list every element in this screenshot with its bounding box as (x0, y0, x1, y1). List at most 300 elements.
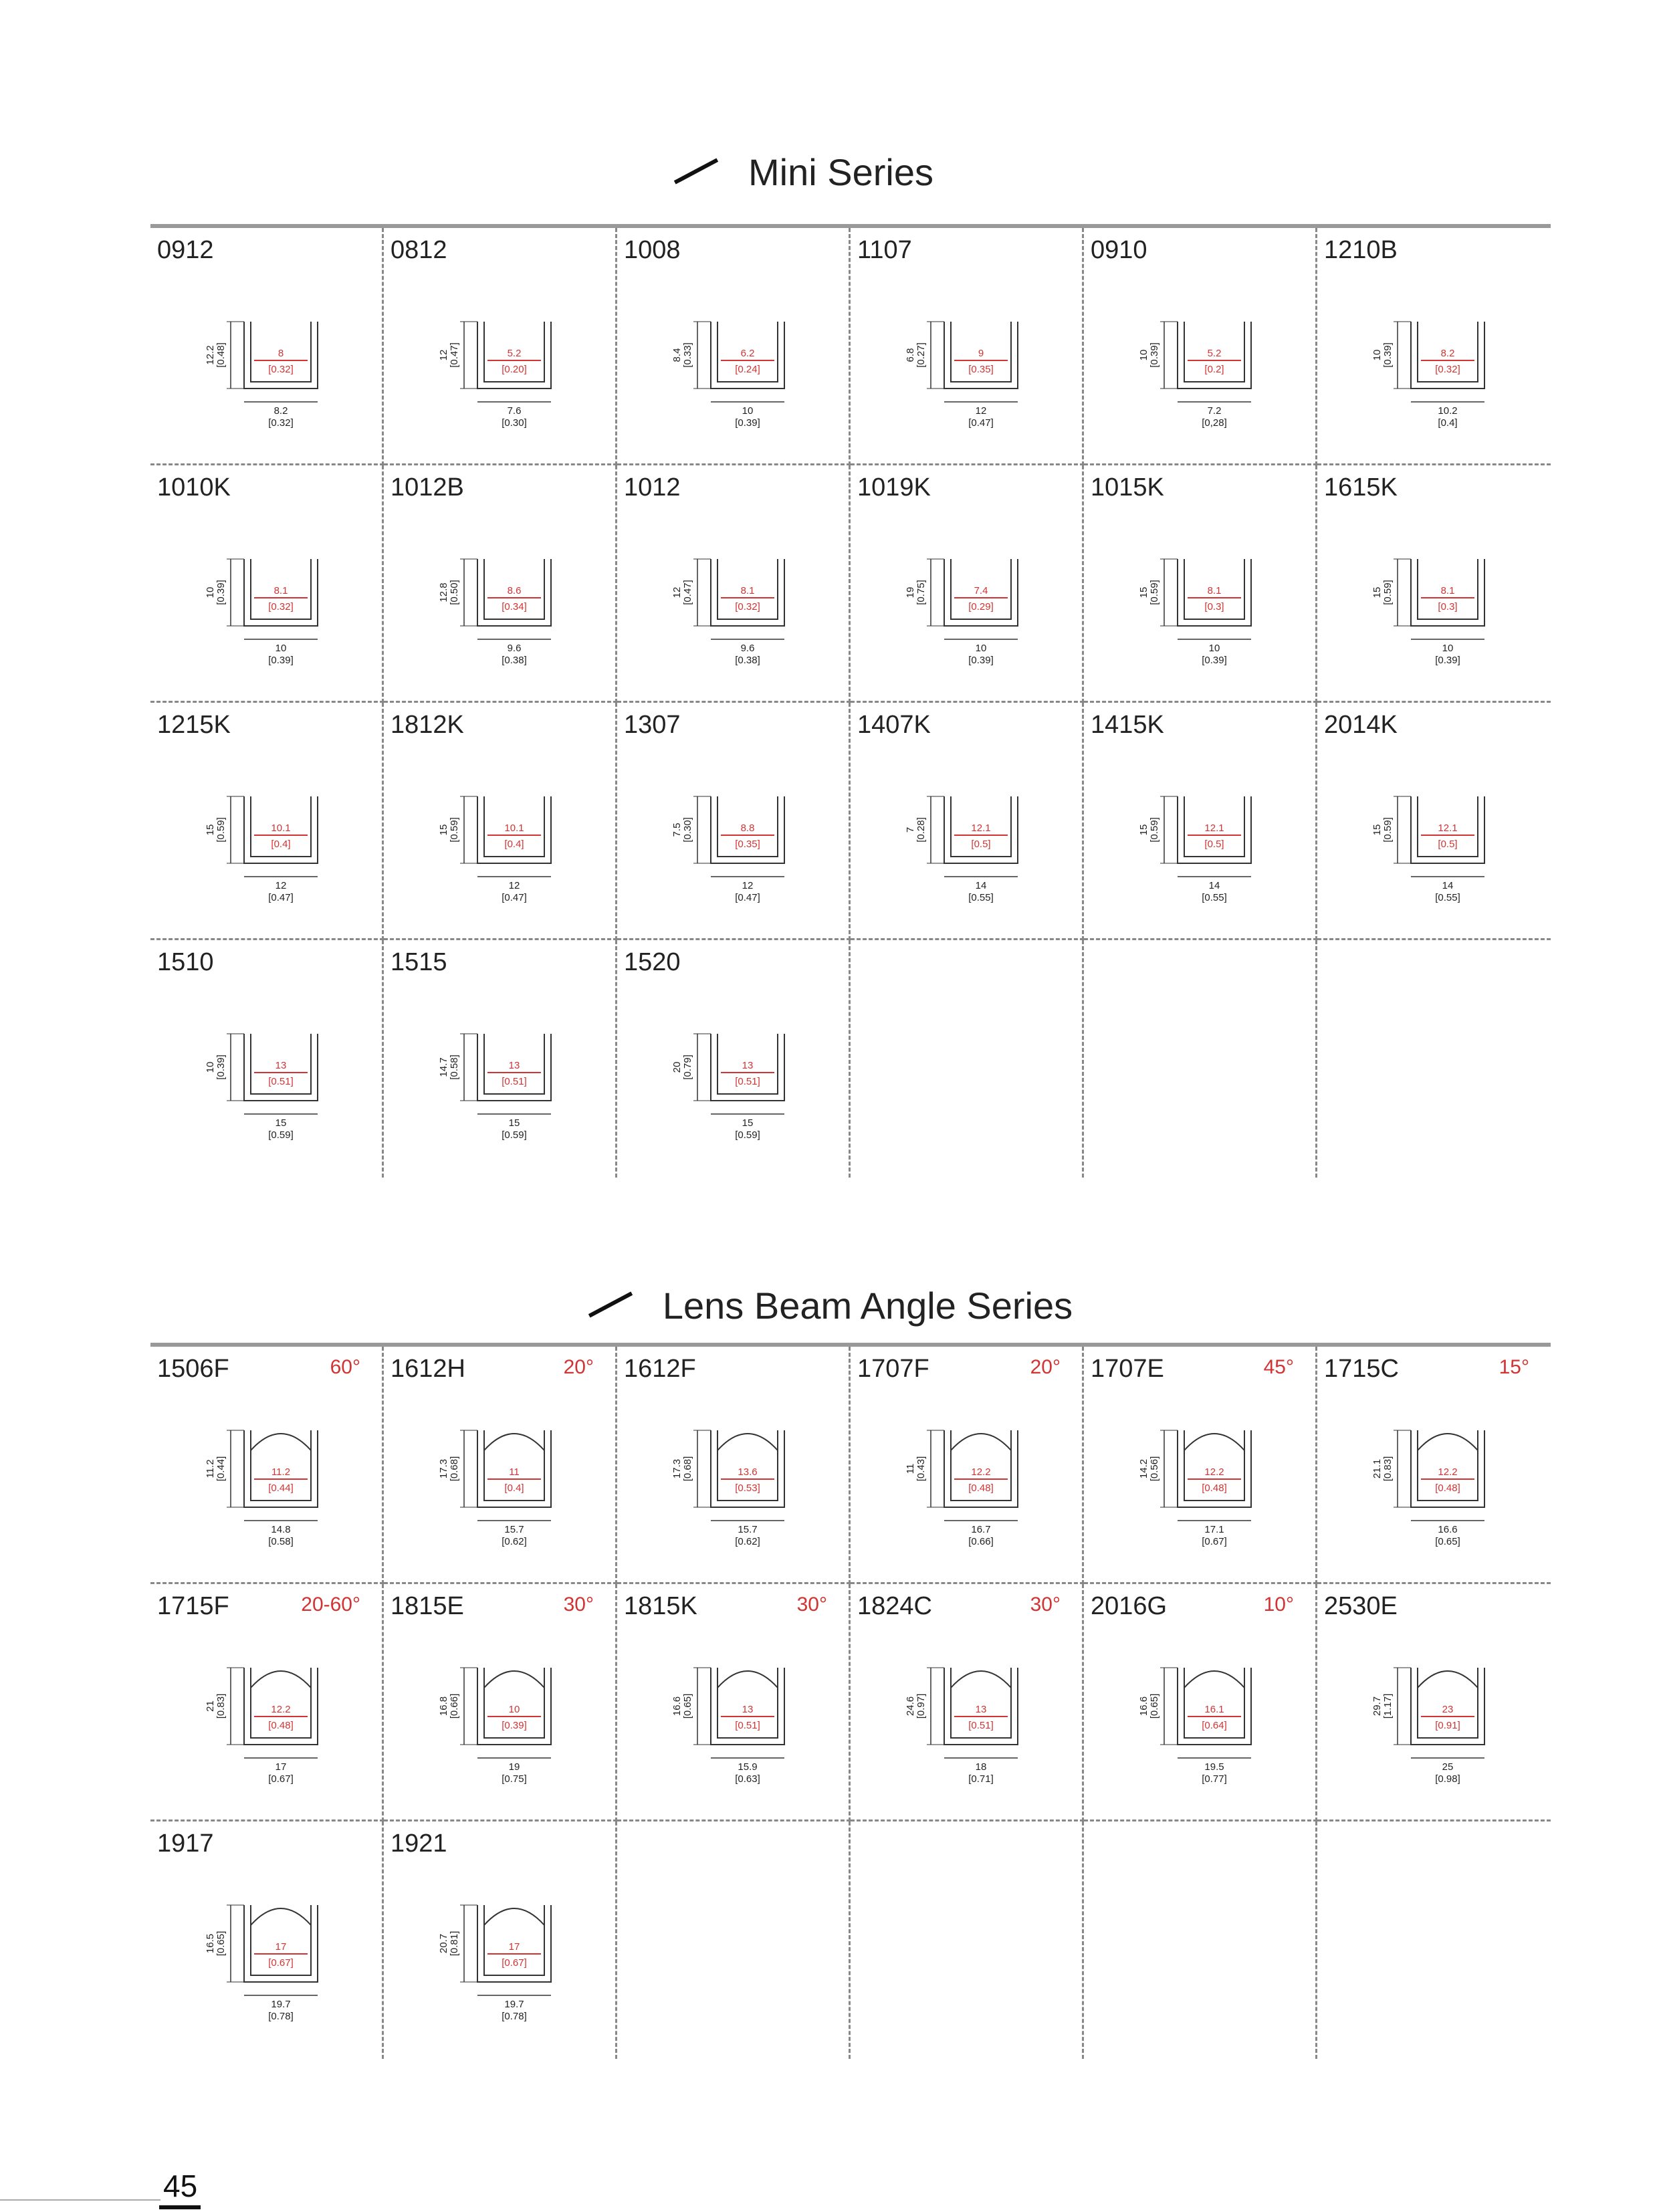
beam-angle: 30° (1030, 1593, 1061, 1616)
height-inch-value: [0.59] (1149, 817, 1160, 843)
width-inch-value: [0.67] (268, 1773, 294, 1785)
profile-cell (617, 1584, 851, 1821)
height-inch-value: [0.47] (682, 580, 693, 605)
profile-svg (1364, 1631, 1511, 1791)
height-inch-value: [0.39] (215, 1055, 227, 1080)
profile-cell (1317, 465, 1551, 703)
lens-dome (951, 1671, 1011, 1688)
inner-width-inch-value: [0.24] (735, 364, 760, 375)
inner-width-inch-value: [0.32] (735, 601, 760, 613)
profile-svg (197, 512, 344, 673)
inner-width-inch-value: [0.53] (735, 1482, 760, 1494)
width-inch-value: [0.39] (735, 417, 760, 429)
height-inch-value: [0.59] (449, 817, 460, 843)
lens-dome (1418, 1671, 1478, 1688)
profile-code: 1210B (1324, 236, 1398, 264)
height-inch-value: [0.65] (215, 1930, 227, 1957)
width-value: 16.7 (971, 1524, 991, 1535)
empty-cell (617, 1821, 851, 2059)
width-inch-value: [0,28] (1202, 417, 1227, 429)
profile-svg (431, 512, 578, 673)
profile-drawing (1131, 750, 1278, 910)
width-inch-value: [0.47] (735, 892, 760, 903)
height-value: 15 (1138, 586, 1149, 598)
height-inch-value: [0.33] (682, 342, 693, 368)
profile-cell (384, 1821, 617, 2059)
profile-svg (664, 750, 811, 910)
profile-code: 0910 (1091, 236, 1147, 264)
inner-width-inch-value: [0.44] (268, 1482, 294, 1494)
width-inch-value: [0.71] (968, 1773, 994, 1785)
beam-angle: 20-60° (301, 1593, 360, 1616)
profile-cell (150, 703, 384, 940)
inner-width-value: 12.2 (1204, 1466, 1224, 1478)
height-value: 7 (905, 826, 916, 833)
profile-cell (1317, 228, 1551, 465)
profile-drawing (897, 275, 1044, 435)
lens-series-title: Lens Beam Angle Series (662, 1285, 1073, 1327)
profile-code: 1010K (157, 473, 231, 502)
inner-width-value: 8.1 (1440, 585, 1455, 596)
profile-cell (1317, 1347, 1551, 1584)
empty-cell (1084, 1821, 1317, 2059)
height-value: 12.2 (205, 345, 216, 365)
inner-width-inch-value: [0.51] (502, 1076, 527, 1087)
inner-width-inch-value: [0.4] (271, 839, 291, 850)
width-value: 17.1 (1204, 1524, 1224, 1535)
inner-width-inch-value: [0.48] (1435, 1482, 1460, 1494)
inner-width-value: 12.2 (971, 1466, 991, 1478)
height-value: 17.3 (438, 1458, 449, 1479)
profile-drawing (1364, 512, 1511, 673)
profile-code: 1415K (1091, 711, 1164, 739)
profile-drawing (197, 1394, 344, 1554)
width-inch-value: [0.63] (735, 1773, 760, 1785)
profile-cell (617, 465, 851, 703)
profile-svg (1364, 1394, 1511, 1554)
inner-width-value: 12.2 (1438, 1466, 1458, 1478)
height-value: 19 (905, 586, 916, 598)
profile-drawing (197, 1631, 344, 1791)
profile-cell (150, 1584, 384, 1821)
height-inch-value: [0.75] (915, 580, 927, 605)
width-value: 19.5 (1204, 1761, 1224, 1773)
profile-code: 1715F (157, 1592, 229, 1620)
height-inch-value: [0.28] (915, 817, 927, 843)
width-value: 19.7 (271, 1999, 291, 2010)
inner-width-inch-value: [0.35] (968, 364, 994, 375)
profile-drawing (197, 1868, 344, 2029)
inner-width-inch-value: [0.48] (268, 1720, 294, 1731)
height-value: 14.7 (438, 1057, 449, 1077)
profile-code: 1407K (857, 711, 931, 739)
inner-width-inch-value: [0.3] (1438, 601, 1458, 613)
profile-cell (384, 1347, 617, 1584)
inner-width-value: 9 (978, 348, 984, 359)
width-value: 12 (508, 880, 520, 891)
profile-drawing (664, 1631, 811, 1791)
mini-series-title: Mini Series (748, 151, 933, 193)
height-value: 16.6 (1138, 1696, 1149, 1717)
profile-drawing (431, 1631, 578, 1791)
width-value: 15.7 (738, 1524, 758, 1535)
height-inch-value: [0.68] (682, 1456, 693, 1482)
height-inch-value: [0.97] (915, 1693, 927, 1719)
profile-svg (897, 275, 1044, 435)
profile-cell (384, 465, 617, 703)
height-value: 16.5 (205, 1933, 216, 1954)
inner-width-inch-value: [0.3] (1204, 601, 1224, 613)
page-number: 45 (163, 2169, 198, 2203)
profile-cell (1084, 465, 1317, 703)
profile-drawing (1131, 1631, 1278, 1791)
height-value: 12 (671, 586, 683, 598)
profile-cell (1084, 703, 1317, 940)
inner-width-value: 5.2 (1207, 348, 1222, 359)
width-inch-value: [0.59] (735, 1129, 760, 1141)
inner-width-inch-value: [0.5] (1204, 839, 1224, 850)
profile-drawing (431, 512, 578, 673)
profile-code: 1107 (857, 236, 912, 264)
inner-width-inch-value: [0.51] (735, 1720, 760, 1731)
profile-code: 1506F (157, 1355, 229, 1383)
height-value: 21 (205, 1700, 216, 1712)
empty-cell (1317, 1821, 1551, 2059)
width-inch-value: [0.62] (735, 1536, 760, 1547)
height-value: 7.5 (671, 822, 683, 837)
height-value: 15 (438, 824, 449, 836)
inner-width-value: 8.8 (740, 822, 755, 834)
height-inch-value: [0.79] (682, 1055, 693, 1080)
width-inch-value: [0.66] (968, 1536, 994, 1547)
width-inch-value: [0.4] (1438, 417, 1458, 429)
profile-drawing (1364, 750, 1511, 910)
height-value: 14.2 (1138, 1458, 1149, 1479)
height-inch-value: [1.17] (1382, 1693, 1394, 1719)
width-inch-value: [0.62] (502, 1536, 527, 1547)
profile-code: 1215K (157, 711, 231, 739)
width-value: 14.8 (271, 1524, 291, 1535)
height-value: 11.2 (205, 1459, 216, 1478)
lens-dome (484, 1671, 544, 1688)
inner-width-inch-value: [0.48] (968, 1482, 994, 1494)
profile-code: 2014K (1324, 711, 1398, 739)
width-value: 7.2 (1207, 405, 1222, 417)
profile-cell (617, 703, 851, 940)
inner-width-value: 11.2 (271, 1466, 291, 1478)
width-inch-value: [0.78] (268, 2011, 294, 2022)
inner-width-value: 10.1 (271, 822, 291, 834)
width-inch-value: [0.39] (268, 655, 294, 666)
height-value: 16.8 (438, 1696, 449, 1717)
profile-cell (384, 1584, 617, 1821)
profile-svg (897, 1394, 1044, 1554)
page-number-underline (159, 2205, 201, 2209)
profile-svg (197, 987, 344, 1147)
height-inch-value: [0.59] (1382, 580, 1394, 605)
width-value: 14 (1442, 880, 1454, 891)
profile-svg (1131, 1631, 1278, 1791)
profile-drawing (197, 750, 344, 910)
profile-code: 1012 (624, 473, 681, 502)
height-value: 12.8 (438, 582, 449, 602)
profile-cell (617, 228, 851, 465)
profile-svg (1131, 750, 1278, 910)
profile-svg (897, 1631, 1044, 1791)
inner-width-value: 12.1 (1438, 822, 1458, 834)
inner-width-inch-value: [0.4] (504, 839, 524, 850)
empty-cell (1084, 940, 1317, 1178)
inner-width-inch-value: [0.32] (268, 364, 294, 375)
width-value: 12 (275, 880, 287, 891)
width-inch-value: [0.47] (268, 892, 294, 903)
inner-width-value: 7.4 (974, 585, 988, 596)
profile-svg (897, 750, 1044, 910)
width-value: 19.7 (504, 1999, 524, 2010)
width-value: 10 (742, 405, 754, 417)
profile-cell (617, 940, 851, 1178)
inner-width-value: 17 (508, 1941, 520, 1953)
inner-width-inch-value: [0.39] (502, 1720, 527, 1731)
profile-svg (1364, 275, 1511, 435)
inner-width-inch-value: [0.51] (735, 1076, 760, 1087)
profile-code: 0912 (157, 236, 214, 264)
height-inch-value: [0.27] (915, 342, 927, 368)
footer-line (0, 2199, 160, 2201)
width-inch-value: [0.65] (1435, 1536, 1460, 1547)
inner-width-value: 16.1 (1204, 1704, 1224, 1715)
profile-svg (431, 987, 578, 1147)
profile-code: 1015K (1091, 473, 1164, 502)
slash-icon (674, 158, 718, 185)
profile-cell (384, 228, 617, 465)
profile-drawing (1131, 1394, 1278, 1554)
profile-svg (197, 1868, 344, 2029)
profile-cell (150, 465, 384, 703)
width-value: 14 (975, 880, 987, 891)
width-inch-value: [0.55] (1435, 892, 1460, 903)
profile-drawing (664, 1394, 811, 1554)
profile-cell (150, 1347, 384, 1584)
inner-width-inch-value: [0.67] (268, 1957, 294, 1969)
inner-width-value: 12.1 (971, 822, 991, 834)
lens-dome (484, 1908, 544, 1925)
profile-svg (664, 512, 811, 673)
height-inch-value: [0.58] (449, 1055, 460, 1080)
profile-code: 1921 (391, 1830, 447, 1858)
width-value: 15.9 (738, 1761, 758, 1773)
profile-cell (1084, 1584, 1317, 1821)
height-inch-value: [0.44] (215, 1456, 227, 1482)
height-value: 11 (905, 1463, 916, 1474)
lens-dome (1418, 1434, 1478, 1450)
profile-code: 1307 (624, 711, 681, 739)
height-value: 17.3 (671, 1458, 683, 1479)
width-inch-value: [0.39] (1435, 655, 1460, 666)
inner-width-value: 17 (275, 1941, 287, 1953)
inner-width-inch-value: [0.32] (268, 601, 294, 613)
lens-dome (1184, 1434, 1244, 1450)
profile-svg (1131, 275, 1278, 435)
inner-width-value: 23 (1442, 1704, 1454, 1715)
width-value: 12 (742, 880, 754, 891)
profile-cell (384, 703, 617, 940)
profile-svg (664, 987, 811, 1147)
width-value: 10 (1208, 643, 1220, 654)
profile-svg (1364, 512, 1511, 673)
profile-code: 1615K (1324, 473, 1398, 502)
profile-code: 1510 (157, 948, 214, 976)
profile-drawing (897, 1394, 1044, 1554)
profile-cell (851, 465, 1084, 703)
profile-cell (851, 1584, 1084, 1821)
width-inch-value: [0.32] (268, 417, 294, 429)
lens-dome (484, 1434, 544, 1450)
height-value: 10 (205, 1061, 216, 1073)
profile-svg (431, 1868, 578, 2029)
inner-width-value: 13.6 (738, 1466, 758, 1478)
inner-width-inch-value: [0.5] (1438, 839, 1458, 850)
lens-dome (251, 1671, 311, 1688)
profile-drawing (197, 987, 344, 1147)
mini-series-heading (0, 150, 1659, 194)
profile-cell (851, 1347, 1084, 1584)
profile-code: 1008 (624, 236, 681, 264)
beam-angle: 10° (1263, 1593, 1294, 1616)
width-value: 15 (275, 1117, 287, 1129)
lens-dome (717, 1671, 778, 1688)
profile-drawing (1364, 1394, 1511, 1554)
profile-svg (1131, 1394, 1278, 1554)
profile-drawing (1131, 275, 1278, 435)
beam-angle: 45° (1263, 1356, 1294, 1378)
profile-drawing (897, 1631, 1044, 1791)
profile-svg (664, 275, 811, 435)
width-inch-value: [0.67] (1202, 1536, 1227, 1547)
height-inch-value: [0.39] (1149, 342, 1160, 368)
height-inch-value: [0.50] (449, 580, 460, 605)
inner-width-inch-value: [0.32] (1435, 364, 1460, 375)
profile-code: 1612F (624, 1355, 696, 1383)
profile-cell (1084, 1347, 1317, 1584)
height-inch-value: [0.43] (915, 1456, 927, 1482)
height-value: 15 (205, 824, 216, 836)
inner-width-value: 10 (508, 1704, 520, 1715)
beam-angle: 30° (563, 1593, 594, 1616)
width-inch-value: [0.38] (502, 655, 527, 666)
height-inch-value: [0.56] (1149, 1456, 1160, 1482)
inner-width-value: 8.1 (1207, 585, 1222, 596)
height-value: 10 (205, 586, 216, 598)
width-inch-value: [0.59] (268, 1129, 294, 1141)
profile-drawing (431, 987, 578, 1147)
inner-width-value: 8.2 (1440, 348, 1455, 359)
lens-dome (251, 1434, 311, 1450)
inner-width-value: 13 (742, 1704, 754, 1715)
width-inch-value: [0.59] (502, 1129, 527, 1141)
profile-svg (431, 1394, 578, 1554)
inner-width-value: 13 (742, 1060, 754, 1071)
inner-width-inch-value: [0.34] (502, 601, 527, 613)
profile-svg (197, 275, 344, 435)
profile-code: 2016G (1091, 1592, 1168, 1620)
width-value: 8.2 (273, 405, 288, 417)
width-value: 10 (275, 643, 287, 654)
width-inch-value: [0.55] (1202, 892, 1227, 903)
inner-width-value: 11 (509, 1466, 520, 1478)
height-inch-value: [0.39] (1382, 342, 1394, 368)
profile-drawing (431, 1868, 578, 2029)
profile-drawing (1364, 275, 1511, 435)
beam-angle: 20° (563, 1356, 594, 1378)
inner-width-value: 8.1 (740, 585, 755, 596)
width-value: 12 (975, 405, 987, 417)
width-value: 19 (508, 1761, 520, 1773)
profile-cell (150, 940, 384, 1178)
height-inch-value: [0.59] (1382, 817, 1394, 843)
inner-width-value: 10.1 (504, 822, 524, 834)
inner-width-inch-value: [0.67] (502, 1957, 527, 1969)
width-value: 17 (275, 1761, 287, 1773)
inner-width-inch-value: [0.2] (1204, 364, 1224, 375)
inner-width-inch-value: [0.64] (1202, 1720, 1227, 1731)
inner-width-inch-value: [0.35] (735, 839, 760, 850)
width-value: 15 (508, 1117, 520, 1129)
profile-drawing (664, 512, 811, 673)
profile-code: 1812K (391, 711, 464, 739)
empty-cell (1317, 940, 1551, 1178)
profile-svg (431, 275, 578, 435)
profile-code: 1515 (391, 948, 447, 976)
width-value: 18 (975, 1761, 987, 1773)
profile-drawing (1131, 512, 1278, 673)
inner-width-value: 12.1 (1204, 822, 1224, 834)
height-inch-value: [0.81] (449, 1930, 460, 1957)
lens-dome (717, 1434, 778, 1450)
width-inch-value: [0.78] (502, 2011, 527, 2022)
beam-angle: 15° (1499, 1356, 1529, 1378)
inner-width-inch-value: [0.5] (971, 839, 991, 850)
width-inch-value: [0.39] (968, 655, 994, 666)
profile-drawing (197, 275, 344, 435)
height-value: 16.6 (671, 1696, 683, 1717)
profile-svg (664, 1631, 811, 1791)
mini-series-grid (150, 228, 1551, 1178)
profile-svg (197, 1631, 344, 1791)
height-inch-value: [0.83] (1382, 1456, 1394, 1482)
height-value: 8.4 (671, 348, 683, 362)
height-inch-value: [0.66] (449, 1693, 460, 1719)
profile-svg (197, 1394, 344, 1554)
inner-width-value: 13 (508, 1060, 520, 1071)
width-inch-value: [0.58] (268, 1536, 294, 1547)
lens-dome (251, 1908, 311, 1925)
profile-code: 0812 (391, 236, 447, 264)
profile-code: 1715C (1324, 1355, 1399, 1383)
height-inch-value: [0.59] (215, 817, 227, 843)
width-inch-value: [0.55] (968, 892, 994, 903)
profile-drawing (431, 275, 578, 435)
profile-svg (431, 750, 578, 910)
inner-width-inch-value: [0.51] (268, 1076, 294, 1087)
height-value: 15 (1371, 586, 1383, 598)
inner-width-value: 5.2 (507, 348, 522, 359)
profile-code: 1012B (391, 473, 464, 502)
profile-cell (384, 940, 617, 1178)
inner-width-inch-value: [0.4] (504, 1482, 524, 1494)
width-value: 9.6 (740, 643, 755, 654)
profile-code: 1612H (391, 1355, 465, 1383)
